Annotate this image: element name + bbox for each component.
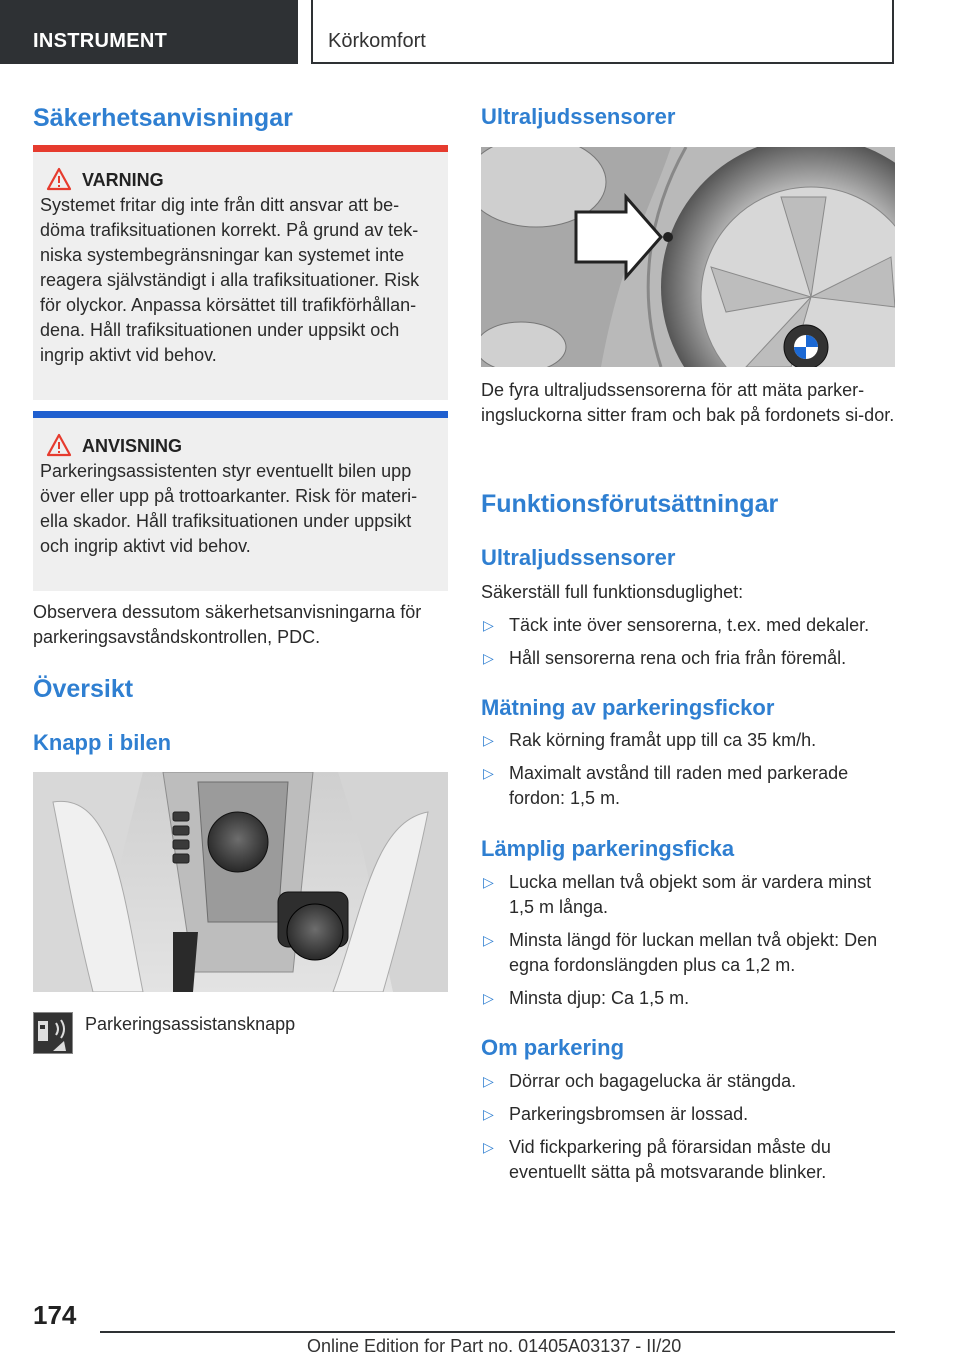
notice-box bbox=[33, 411, 448, 591]
parking-list bbox=[481, 1069, 895, 1193]
sensor-subheading: Ultraljudssensorer bbox=[481, 545, 676, 570]
ensure-text: Säkerställ full funktionsduglighet: bbox=[481, 582, 744, 602]
footer-divider bbox=[100, 1331, 895, 1333]
parking-heading: Om parkering bbox=[481, 1035, 625, 1060]
measure-heading: Mätning av parkeringsfickor bbox=[481, 695, 775, 720]
sensor-list bbox=[481, 613, 895, 679]
bullet-triangle-icon: ▷ bbox=[483, 1139, 494, 1155]
list-item: ▷ Parkeringsbromsen är lossad. bbox=[481, 1102, 895, 1127]
warning-triangle-icon bbox=[46, 167, 72, 191]
notice-label: ANVISNING bbox=[82, 436, 183, 456]
list-item: ▷ Dörrar och bagagelucka är stängda. bbox=[481, 1069, 895, 1094]
warning-heading bbox=[82, 167, 440, 193]
notice-heading bbox=[82, 433, 440, 459]
bullet-triangle-icon: ▷ bbox=[483, 732, 494, 748]
bullet-triangle-icon: ▷ bbox=[483, 765, 494, 781]
warning-bar bbox=[33, 145, 448, 152]
suitable-list bbox=[481, 870, 895, 1019]
bullet-triangle-icon: ▷ bbox=[483, 990, 494, 1006]
list-item: ▷ Maximalt avstånd till raden med parkerade fordon: 1,5 m. bbox=[483, 763, 849, 808]
overview-heading: Översikt bbox=[33, 675, 134, 703]
notice-text: Parkeringsassistenten styr eventuellt bilen upp över eller upp på trottoarkanter. Risk för materi-ella skador. Håll trafiksituationen under uppsikt och ingrip aktivt vid behov. bbox=[40, 461, 418, 556]
console-photo bbox=[33, 772, 448, 992]
notice-bar bbox=[33, 411, 448, 418]
warning-text: Systemet fritar dig inte från ditt ansvar att be-döma trafiksituationen korrekt. På grund av tek-niska systembegränsningar kan systemet inte reagera självständigt i alla trafiksituationer. Risk för olyckor. Anpassa körsättet till trafikförhållan-dena. Håll trafiksituationen under uppsikt och ingrip aktivt vid behov. bbox=[40, 195, 420, 365]
sensor-photo bbox=[481, 147, 895, 367]
list-item: ▷ Minsta längd för luckan mellan två objekt: Den egna fordonslängden plus ca 1,2 m. bbox=[483, 930, 878, 975]
warning-box bbox=[33, 145, 448, 400]
list-item: ▷ Vid fickparkering på förarsidan måste du eventuellt sätta på motsvarande blinker. bbox=[483, 1137, 831, 1182]
warning-label: VARNING bbox=[82, 170, 164, 190]
list-item: ▷ Minsta djup: Ca 1,5 m. bbox=[481, 986, 895, 1011]
list-item: ▷ Håll sensorerna rena och fria från föremål. bbox=[481, 646, 895, 671]
bullet-triangle-icon: ▷ bbox=[483, 617, 494, 633]
notice-triangle-icon bbox=[46, 433, 72, 457]
bullet-triangle-icon: ▷ bbox=[483, 650, 494, 666]
edition-label: Online Edition for Part no. 01405A03137 - II/20 bbox=[307, 1336, 682, 1356]
button-heading: Knapp i bilen bbox=[33, 730, 172, 755]
measure-list bbox=[481, 728, 895, 819]
button-caption: Parkeringsassistansknapp bbox=[85, 1014, 296, 1034]
sensor-paragraph: De fyra ultraljudssensorerna för att mäta parker-ingsluckorna sitter fram och bak på fordonets si-dor. bbox=[481, 380, 895, 425]
sensor-heading: Ultraljudssensorer bbox=[481, 104, 676, 129]
bullet-triangle-icon: ▷ bbox=[483, 932, 494, 948]
chapter-tab bbox=[311, 0, 894, 64]
page-number: 174 bbox=[33, 1300, 77, 1330]
bullet-triangle-icon: ▷ bbox=[483, 1106, 494, 1122]
section-label: INSTRUMENT bbox=[33, 30, 168, 52]
section-tab bbox=[0, 0, 298, 64]
list-item: ▷ Rak körning framåt upp till ca 35 km/h. bbox=[481, 728, 895, 753]
safety-heading: Säkerhetsanvisningar bbox=[33, 104, 293, 132]
bullet-triangle-icon: ▷ bbox=[483, 1073, 494, 1089]
bullet-triangle-icon: ▷ bbox=[483, 874, 494, 890]
chapter-label: Körkomfort bbox=[328, 30, 426, 52]
list-item: ▷ Lucka mellan två objekt som är vardera minst 1,5 m långa. bbox=[483, 872, 872, 917]
function-heading: Funktionsförutsättningar bbox=[481, 490, 779, 518]
suitable-heading: Lämplig parkeringsficka bbox=[481, 836, 735, 861]
list-item: ▷ Täck inte över sensorerna, t.ex. med dekaler. bbox=[481, 613, 895, 638]
observe-paragraph: Observera dessutom säkerhetsanvisningarna för parkeringsavståndskontrollen, PDC. bbox=[33, 602, 422, 647]
park-assist-icon bbox=[33, 1012, 73, 1054]
